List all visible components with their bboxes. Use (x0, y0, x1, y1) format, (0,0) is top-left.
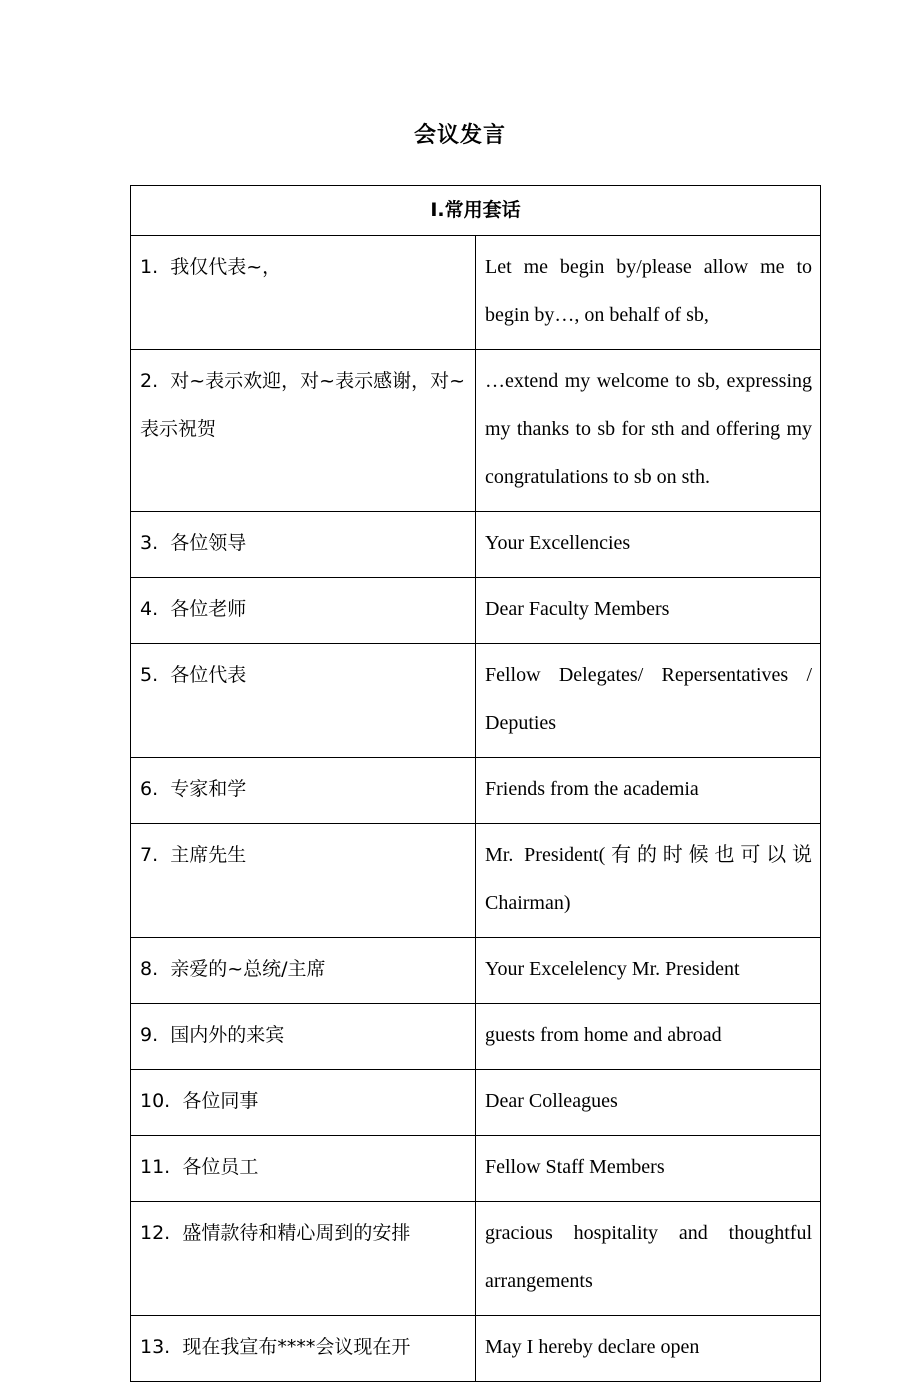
chinese-phrase-cell (131, 1136, 476, 1202)
document-title: 会议发言 (413, 123, 506, 148)
english-phrase: guests from home and abroad (476, 1004, 821, 1070)
english-phrase: gracious hospitality and thoughtful arrangements (476, 1202, 821, 1316)
row-number: 2. (140, 370, 159, 392)
chinese-phrase: 我仅代表~， (170, 256, 282, 278)
row-number: 9. (140, 1024, 159, 1046)
row-number: 6. (140, 778, 159, 800)
table-row (131, 938, 821, 1004)
english-phrase: Your Excellencies (476, 512, 821, 578)
phrase-table (130, 185, 821, 1382)
english-phrase: Fellow Staff Members (476, 1136, 821, 1202)
table-row (131, 512, 821, 578)
chinese-phrase-cell (131, 350, 476, 512)
chinese-phrase: 专家和学 (170, 778, 247, 800)
english-phrase: …extend my welcome to sb, expressing my thanks to sb for sth and offering my congratulations to sb on sth. (476, 350, 821, 512)
chinese-phrase: 主席先生 (170, 844, 247, 866)
row-number: 12. (140, 1222, 171, 1244)
chinese-phrase: 国内外的来宾 (170, 1024, 285, 1046)
chinese-phrase-cell (131, 938, 476, 1004)
chinese-phrase-cell (131, 1004, 476, 1070)
section-heading: Ⅰ.常用套话 (131, 186, 821, 236)
english-phrase: May I hereby declare open (476, 1316, 821, 1382)
english-phrase: Let me begin by/please allow me to begin by…, on behalf of sb, (476, 236, 821, 350)
table-row (131, 1316, 821, 1382)
row-number: 7. (140, 844, 159, 866)
table-row (131, 1004, 821, 1070)
chinese-phrase: 各位代表 (170, 664, 247, 686)
english-phrase: Mr. President(有的时候也可以说Chairman) (476, 824, 821, 938)
chinese-phrase-cell (131, 1316, 476, 1382)
chinese-phrase: 亲爱的~总统/主席 (170, 958, 326, 980)
section-header-row (131, 186, 821, 236)
table-row (131, 350, 821, 512)
row-number: 3. (140, 532, 159, 554)
row-number: 4. (140, 598, 159, 620)
row-number: 11. (140, 1156, 171, 1178)
chinese-phrase: 各位老师 (170, 598, 247, 620)
row-number: 5. (140, 664, 159, 686)
chinese-phrase-cell (131, 236, 476, 350)
chinese-phrase-cell (131, 578, 476, 644)
chinese-phrase: 各位同事 (182, 1090, 259, 1112)
table-row (131, 236, 821, 350)
chinese-phrase: 现在我宣布****会议现在开 (182, 1336, 411, 1358)
english-phrase: Dear Faculty Members (476, 578, 821, 644)
table-row (131, 758, 821, 824)
english-phrase: Friends from the academia (476, 758, 821, 824)
chinese-phrase-cell (131, 758, 476, 824)
chinese-phrase-cell (131, 644, 476, 758)
english-phrase: Your Excelelency Mr. President (476, 938, 821, 1004)
chinese-phrase: 盛情款待和精心周到的安排 (182, 1222, 411, 1244)
table-row (131, 824, 821, 938)
row-number: 13. (140, 1336, 171, 1358)
table-row (131, 578, 821, 644)
english-phrase: Dear Colleagues (476, 1070, 821, 1136)
row-number: 10. (140, 1090, 171, 1112)
chinese-phrase: 各位领导 (170, 532, 247, 554)
english-phrase: Fellow Delegates/ Repersentatives / Deputies (476, 644, 821, 758)
table-row (131, 1136, 821, 1202)
chinese-phrase-cell (131, 1070, 476, 1136)
row-number: 1. (140, 256, 159, 278)
chinese-phrase: 各位员工 (182, 1156, 259, 1178)
chinese-phrase-cell (131, 1202, 476, 1316)
row-number: 8. (140, 958, 159, 980)
chinese-phrase-cell (131, 512, 476, 578)
table-row (131, 1070, 821, 1136)
table-row (131, 1202, 821, 1316)
table-row (131, 644, 821, 758)
chinese-phrase: 对~表示欢迎，对~表示感谢，对~表示祝贺 (140, 370, 465, 440)
chinese-phrase-cell (131, 824, 476, 938)
